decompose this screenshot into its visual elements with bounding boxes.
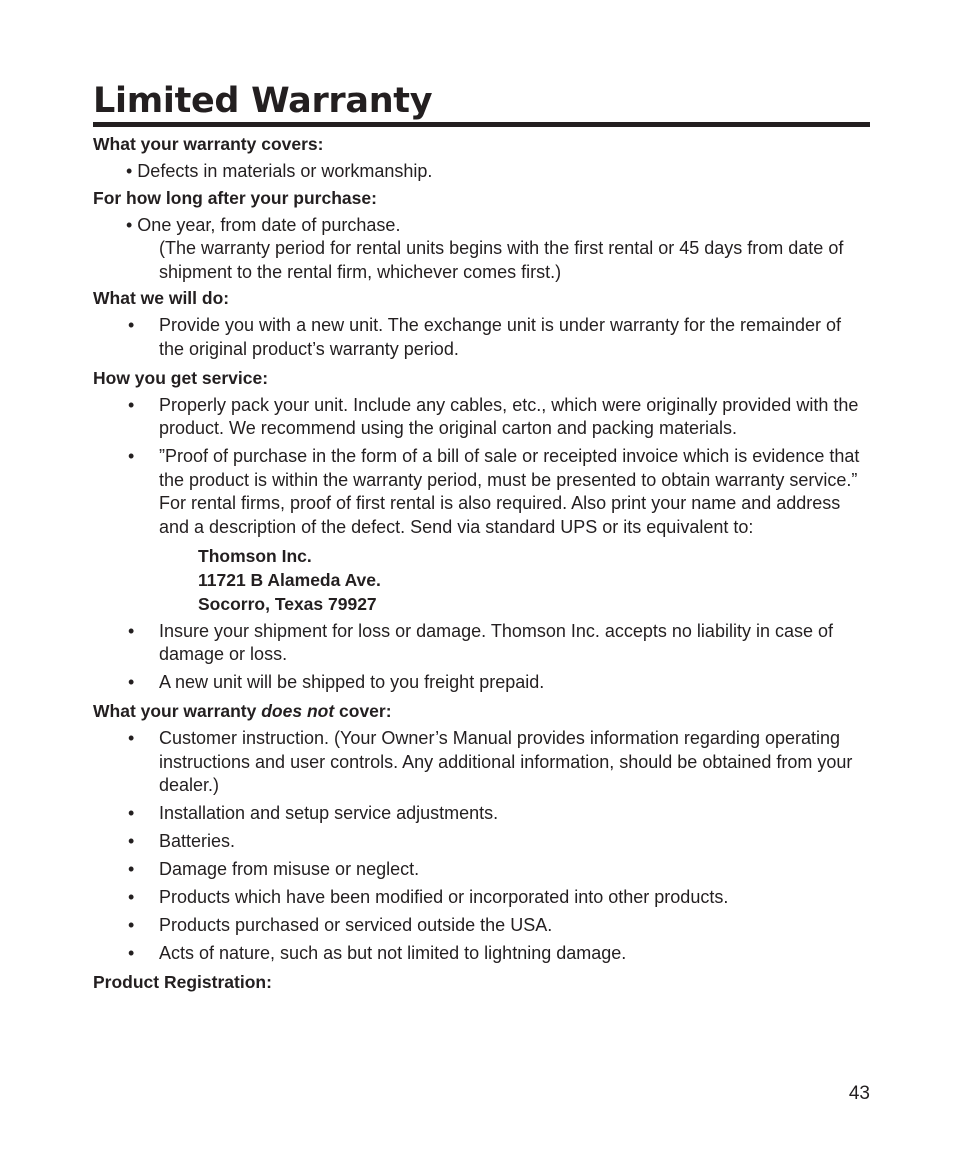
warranty-page <box>93 80 870 994</box>
list-item-text: A new unit will be shipped to you freight prepaid. <box>159 672 545 692</box>
list-item <box>93 445 870 539</box>
not-covered-heading-start: What your warranty <box>93 701 262 721</box>
list-item-text: Customer instruction. (Your Owner’s Manual provides information regarding operating instructions and user controls. Any additional information, should be obtained from your dealer.) <box>159 728 853 795</box>
bullet-dot: • <box>128 803 135 823</box>
list-item-text: Batteries. <box>159 831 236 851</box>
bullet-dot: • <box>128 728 135 748</box>
list-item <box>93 394 870 441</box>
bullet-dot: • <box>128 394 135 415</box>
page-number: 43 <box>848 1083 870 1104</box>
not-covered-heading-end: cover: <box>334 701 392 721</box>
not-covered-heading-emphasis: does not <box>261 701 335 721</box>
service-heading: How you get service: <box>93 367 269 388</box>
list-item <box>93 886 870 910</box>
what-we-do-list <box>93 314 870 361</box>
address-line-city: Socorro, Texas 79927 <box>198 593 377 614</box>
service-list-continued <box>93 620 870 695</box>
list-item <box>93 671 870 695</box>
not-covered-heading <box>93 699 870 723</box>
not-covered-list <box>93 727 870 966</box>
bullet-dot: • <box>128 672 135 692</box>
bullet-dot: • <box>128 315 135 335</box>
covers-heading: What your warranty covers: <box>93 134 324 154</box>
list-item <box>93 314 870 361</box>
list-item <box>93 802 870 826</box>
list-item-text: Insure your shipment for loss or damage. Thomson Inc. accepts no liability in case of damage or loss. <box>159 620 833 664</box>
bullet-dot: • <box>128 915 135 935</box>
rental-period-note: (The warranty period for rental units begins with the first rental or 45 days from date of shipment to the rental firm, whichever comes first.) <box>159 238 844 282</box>
list-item <box>93 620 870 667</box>
how-long-bullet: • One year, from date of purchase. <box>126 214 401 235</box>
list-item-text: Properly pack your unit. Include any cables, etc., which were originally provided with the product. We recommend using the original carton and packing materials. <box>159 394 859 438</box>
service-list <box>93 394 870 540</box>
bullet-dot: • <box>128 887 135 907</box>
list-item-text: ”Proof of purchase in the form of a bill of sale or receipted invoice which is evidence that the product is within the warranty period, must be presented to obtain warranty service.” For rental firms, proof of first rental is also required. Also print your name and address and a description of the defect. Send via standard UPS or its equivalent to: <box>159 446 860 537</box>
product-registration-heading: Product Registration: <box>93 972 272 992</box>
list-item <box>93 942 870 966</box>
list-item-text: Products which have been modified or incorporated into other products. <box>159 887 729 907</box>
list-item <box>93 858 870 882</box>
what-we-do-heading: What we will do: <box>93 288 230 308</box>
how-long-heading: For how long after your purchase: <box>93 187 377 208</box>
bullet-dot: • <box>128 943 135 963</box>
list-item-text: Provide you with a new unit. The exchange unit is under warranty for the remainder of the original product’s warranty period. <box>159 315 842 359</box>
page-title: Limited Warranty <box>93 81 433 121</box>
list-item <box>93 727 870 798</box>
list-item-text: Products purchased or serviced outside the USA. <box>159 915 553 935</box>
bullet-dot: • <box>128 859 135 879</box>
list-item <box>93 830 870 854</box>
bullet-dot: • <box>128 446 135 466</box>
address-line-street: 11721 B Alameda Ave. <box>198 569 381 590</box>
address-line-company: Thomson Inc. <box>198 545 312 566</box>
title-rule <box>93 122 870 127</box>
list-item-text: Installation and setup service adjustments. <box>159 803 499 823</box>
list-item <box>93 914 870 938</box>
covers-bullet: • Defects in materials or workmanship. <box>126 161 433 181</box>
list-item-text: Acts of nature, such as but not limited to lightning damage. <box>159 943 627 963</box>
bullet-dot: • <box>128 620 135 641</box>
mailing-address <box>198 544 870 616</box>
list-item-text: Damage from misuse or neglect. <box>159 859 420 879</box>
bullet-dot: • <box>128 831 135 851</box>
